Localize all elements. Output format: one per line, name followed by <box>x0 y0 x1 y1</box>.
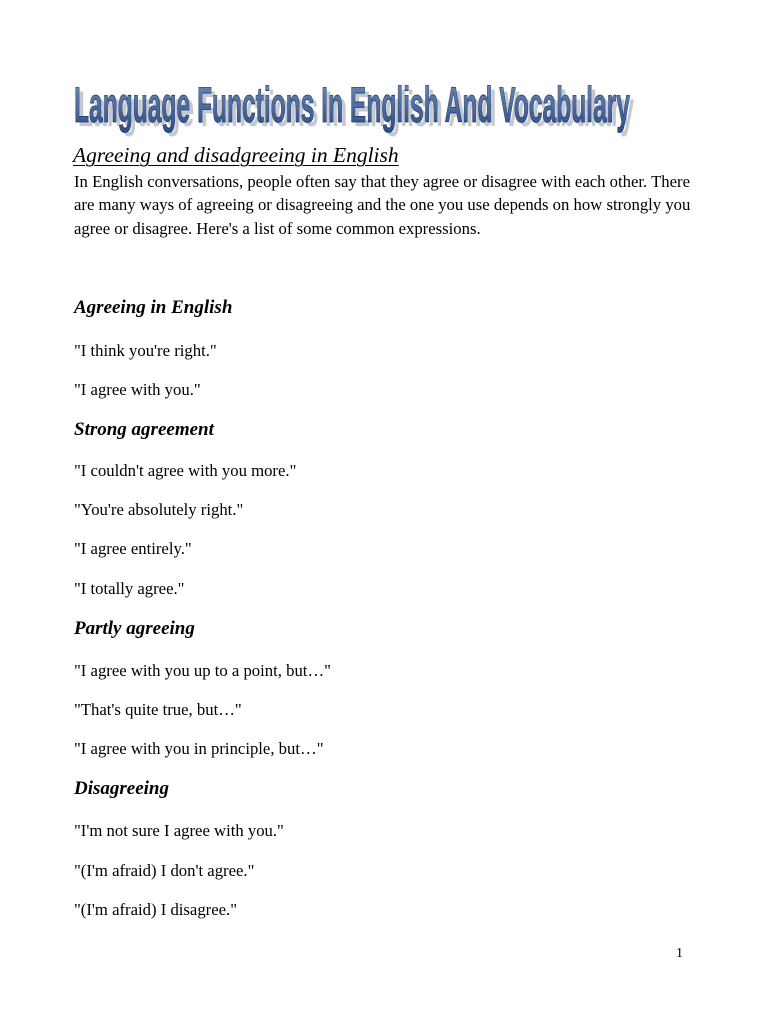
wordart-title <box>72 62 642 152</box>
wordart-title-shadow: Language Functions In English And Vocabulary <box>78 81 635 137</box>
phrase-item: "I agree entirely." <box>74 539 192 558</box>
phrase-item: "You're absolutely right." <box>74 500 244 519</box>
page-number: 1 <box>676 946 683 961</box>
wordart-title-text: Language Functions In English And Vocabulary <box>74 77 631 133</box>
section-heading: Agreeing in English <box>74 297 233 318</box>
wordart-title-graphic <box>72 62 642 152</box>
phrase-item: "(I'm afraid) I don't agree." <box>74 861 255 880</box>
intro-paragraph: In English conversations, people often say that they agree or disagree with each other. There are many ways of agreeing or disagreeing and the one you use depends on how strongly you agree or disagree. Here's a list of some common expressions. <box>74 172 691 238</box>
section-heading: Disagreeing <box>74 778 169 799</box>
phrase-item: "(I'm afraid) I disagree." <box>74 900 238 919</box>
subtitle: Agreeing and disadgreeing in English <box>73 143 399 167</box>
phrase-item: "I think you're right." <box>74 341 217 360</box>
phrase-item: "I agree with you up to a point, but…" <box>74 661 331 680</box>
phrase-item: "I totally agree." <box>74 579 185 598</box>
section-heading: Partly agreeing <box>74 618 195 639</box>
phrase-item: "I'm not sure I agree with you." <box>74 821 284 840</box>
phrase-item: "I couldn't agree with you more." <box>74 461 297 480</box>
phrase-item: "I agree with you in principle, but…" <box>74 739 324 758</box>
section-heading: Strong agreement <box>74 419 214 440</box>
phrase-item: "I agree with you." <box>74 380 201 399</box>
phrase-item: "That's quite true, but…" <box>74 700 242 719</box>
